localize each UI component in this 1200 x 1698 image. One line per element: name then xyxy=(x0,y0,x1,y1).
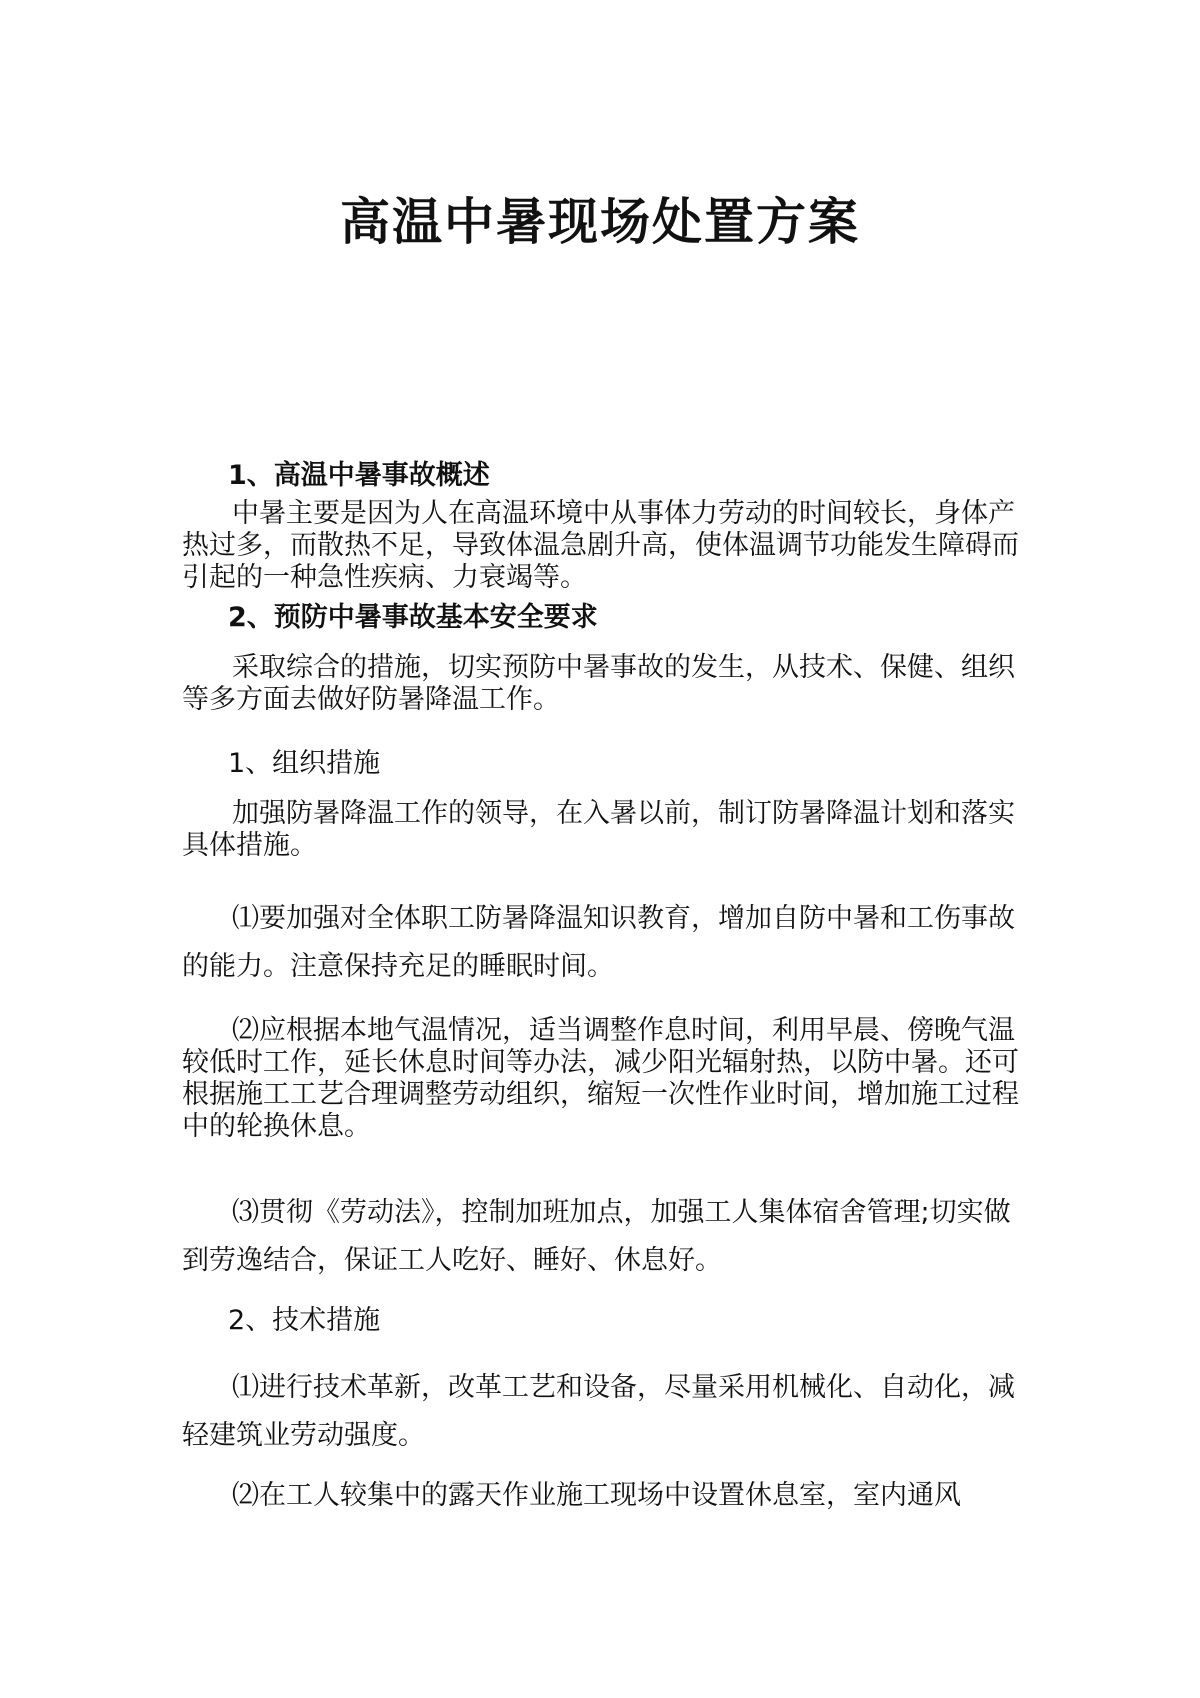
subsection-heading-organization: 1、组织措施 xyxy=(228,748,381,779)
section-2-intro: 采取综合的措施，切实预防中暑事故的发生，从技术、保健、组织等多方面去做好防暑降温工作。 xyxy=(182,652,1015,715)
section-1-paragraph: 中暑主要是因为人在高温环境中从事体力劳动的时间较长，身体产热过多，而散热不足，导致体温急剧升高，使体温调节功能发生障碍而引起的一种急性疾病、力衰竭等。 xyxy=(182,498,1019,593)
organization-item-1: ⑴要加强对全体职工防暑降温知识教育，增加自防中暑和工伤事故的能力。注意保持充足的睡眠时间。 xyxy=(182,903,1015,982)
technical-item-1: ⑴进行技术革新，改革工艺和设备，尽量采用机械化、自动化，减轻建筑业劳动强度。 xyxy=(182,1372,1015,1451)
section-heading-1: 1、高温中暑事故概述 xyxy=(228,460,490,491)
subsection-organization-intro: 加强防暑降温工作的领导，在入暑以前，制订防暑降温计划和落实具体措施。 xyxy=(182,798,1015,861)
organization-item-2 xyxy=(182,1015,1032,1143)
organization-item-3: ⑶贯彻《劳动法》，控制加班加点，加强工人集体宿舍管理;切实做到劳逸结合，保证工人吃好、睡好、休息好。 xyxy=(182,1197,1011,1276)
subsection-heading-technical: 2、技术措施 xyxy=(228,1305,381,1336)
document-title: 高温中暑现场处置方案 xyxy=(340,193,860,251)
organization-item-2-text: ⑵应根据本地气温情况，适当调整作息时间，利用早晨、傍晚气温较低时工作，延长休息时间等办法，减少阳光辐射热，以防中暑。还可根据施工工艺合理调整劳动组织，缩短一次性作业时间，增加施工过程中的轮换休息。 xyxy=(182,1015,1019,1142)
section-heading-2: 2、预防中暑事故基本安全要求 xyxy=(228,602,598,633)
technical-item-2: ⑵在工人较集中的露天作业施工现场中设置休息室，室内通风 xyxy=(232,1480,961,1511)
